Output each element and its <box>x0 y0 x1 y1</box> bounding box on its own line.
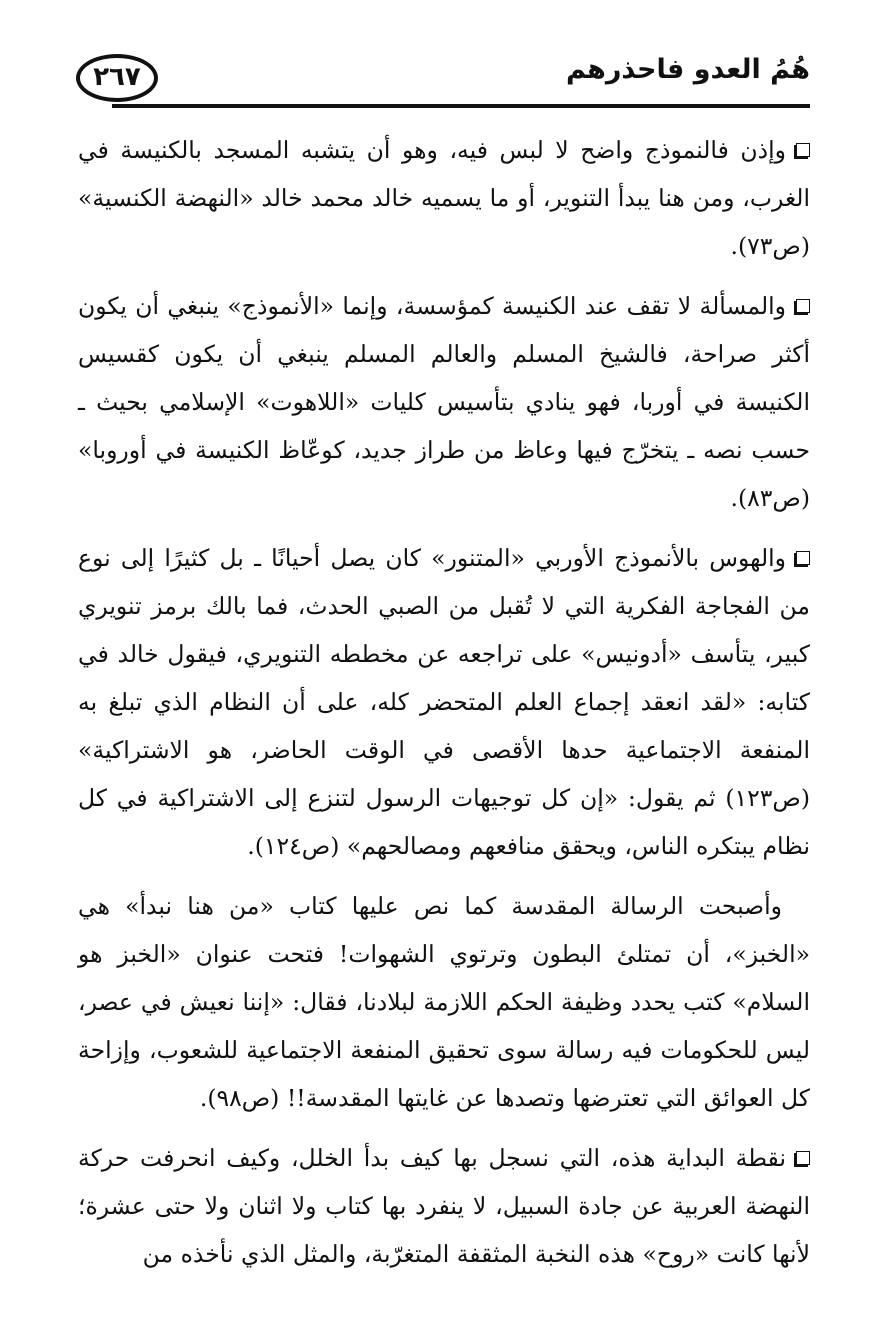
square-bullet-icon <box>796 143 810 157</box>
page-number: ٢٦٧ <box>93 62 141 92</box>
paragraph-text: والهوس بالأنموذج الأوربي «المتنور» كان يصل أحيانًا ـ بل كثيرًا إلى نوع من الفجاجة الفكرية التي لا تُقبل من الصبي الحدث، فما بالك برمز تنويري كبير، يتأسف «أدونيس» على تراجعه عن مخططه التنويري، فيقول خالد في كتابه: «لقد انعقد إجماع العلم المتحضر كله، على أن النظام الذي تبلغ به المنفعة الاجتماعية حدها الأقصى في الوقت الحاضر، هو الاشتراكية» (ص١٢٣) ثم يقول: «إن كل توجيهات الرسول لتنزع إلى الاشتراكية في كل نظام يبتكره الناس، ويحقق منافعهم ومصالحهم» (ص١٢٤). <box>78 544 810 860</box>
paragraph-4 <box>78 882 810 1122</box>
paragraph-text: وإذن فالنموذج واضح لا لبس فيه، وهو أن يتشبه المسجد بالكنيسة في الغرب، ومن هنا يبدأ التنوير، أو ما يسميه خالد محمد خالد «النهضة الكنسية» (ص٧٣). <box>78 136 810 260</box>
paragraph-3 <box>78 534 810 870</box>
running-header <box>76 52 810 114</box>
body-text <box>78 126 810 1290</box>
running-title: هُمُ العدو فاحذرهم <box>565 54 810 85</box>
paragraph-2 <box>78 282 810 522</box>
square-bullet-icon <box>796 551 810 565</box>
paragraph-5 <box>78 1134 810 1278</box>
paragraph-text: نقطة البداية هذه، التي نسجل بها كيف بدأ الخلل، وكيف انحرفت حركة النهضة العربية عن جادة السبيل، لا ينفرد بها كتاب ولا اثنان ولا حتى عشرة؛ لأنها كانت «روح» هذه النخبة المثقفة المتغرّبة، والمثل الذي نأخذه من <box>78 1144 810 1268</box>
paragraph-text: والمسألة لا تقف عند الكنيسة كمؤسسة، وإنما «الأنموذج» ينبغي أن يكون أكثر صراحة، فالشيخ المسلم والعالم المسلم ينبغي أن يكون كقسيس الكنيسة في أوربا، فهو ينادي بتأسيس كليات «اللاهوت» الإسلامي بحيث ـ حسب نصه ـ يتخرّج فيها وعاظ من طراز جديد، كوعّاظ الكنيسة في أوروبا» (ص٨٣). <box>78 292 810 512</box>
paragraph-1 <box>78 126 810 270</box>
square-bullet-icon <box>796 1151 810 1165</box>
paragraph-text: وأصبحت الرسالة المقدسة كما نص عليها كتاب «من هنا نبدأ» هي «الخبز»، أن تمتلئ البطون وترتوي الشهوات! فتحت عنوان «الخبز هو السلام» كتب يحدد وظيفة الحكم اللازمة لبلادنا، فقال: «إننا نعيش في عصر، ليس للحكومات فيه رسالة سوى تحقيق المنفعة الاجتماعية للشعوب، وإزاحة كل العوائق التي تعترضها وتصدها عن غايتها المقدسة!! (ص٩٨). <box>78 892 810 1112</box>
square-bullet-icon <box>796 299 810 313</box>
header-rule <box>112 104 810 108</box>
